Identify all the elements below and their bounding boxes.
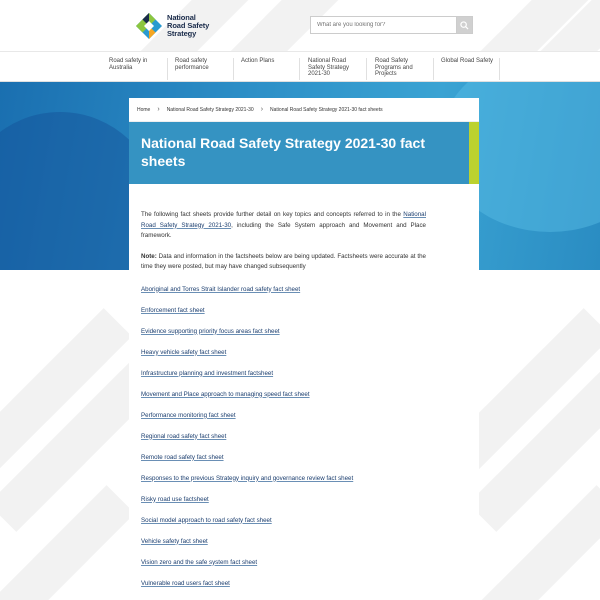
accent-bar [469,122,479,184]
list-item [141,432,426,453]
site-logo[interactable] [135,11,225,41]
nav-item-nrss-2021-30[interactable]: National Road Safety Strategy 2021-30 [304,58,367,80]
list-item [141,348,426,369]
site-header [0,0,600,50]
factsheet-link[interactable]: Enforcement fact sheet [141,306,205,314]
page-content [129,184,479,600]
main-content-card [129,98,479,600]
nav-item-action-plans[interactable]: Action Plans [237,58,300,80]
search-input[interactable] [310,16,457,34]
search-icon [460,21,469,30]
note-paragraph: Note: Data and information in the factsheets below are being updated. Factsheets were accurate at the time they were posted, but may have changed subsequently [141,252,426,270]
breadcrumb [129,98,479,122]
search-button[interactable] [456,16,473,34]
breadcrumb-current: National Road Safety Strategy 2021-30 fact sheets [270,106,383,113]
list-item [141,495,426,516]
factsheet-link[interactable]: Evidence supporting priority focus areas fact sheet [141,327,280,335]
list-item [141,369,426,390]
nrss-link[interactable]: National Road Safety Strategy 2021-30 [141,211,426,229]
list-item [141,411,426,432]
nav-item-road-safety-in-australia[interactable]: Road safety in Australia [105,58,168,80]
factsheet-link[interactable]: Social model approach to road safety fact sheet [141,516,272,524]
list-item [141,327,426,348]
chevron-right-icon: › [157,106,160,113]
list-item [141,474,426,495]
factsheet-link[interactable]: Movement and Place approach to managing speed fact sheet [141,390,310,398]
list-item [141,558,426,579]
list-item [141,390,426,411]
factsheet-link[interactable]: Regional road safety fact sheet [141,432,227,440]
list-item [141,285,426,306]
factsheet-link[interactable]: Aboriginal and Torres Strait Islander road safety fact sheet [141,285,301,293]
list-item [141,453,426,474]
title-band [129,122,479,184]
factsheet-link[interactable]: Infrastructure planning and investment factsheet [141,369,274,377]
nav-item-road-safety-performance[interactable]: Road safety performance [171,58,234,80]
factsheet-link[interactable]: Vulnerable road users fact sheet [141,579,230,587]
nav-item-programs-projects[interactable]: Road Safety Programs and Projects [371,58,434,80]
factsheet-list [141,285,426,600]
nav-item-global-road-safety[interactable]: Global Road Safety [437,58,500,80]
list-item [141,537,426,558]
main-nav [0,51,600,82]
list-item [141,306,426,327]
factsheet-link[interactable]: Vehicle safety fact sheet [141,537,208,545]
list-item [141,579,426,600]
factsheet-link[interactable]: Vision zero and the safe system fact sheet [141,558,258,566]
page-title: National Road Safety Strategy 2021-30 fact sheets [141,135,425,169]
factsheet-link[interactable]: Risky road use factsheet [141,495,209,503]
factsheet-link[interactable]: Responses to the previous Strategy inquiry and governance review fact sheet [141,474,354,482]
note-label: Note: [141,252,157,260]
breadcrumb-nrss[interactable]: National Road Safety Strategy 2021-30 [166,106,254,113]
breadcrumb-home[interactable]: Home [137,106,151,113]
factsheet-link[interactable]: Remote road safety fact sheet [141,453,224,461]
intro-paragraph: The following fact sheets provide further detail on key topics and concepts referred to in the National Road Safety Strategy 2021-30, including the Safe System approach and Movement and Place framework. [141,211,426,239]
list-item [141,516,426,537]
logo-text: National Road Safety Strategy [167,13,210,38]
logo-icon [135,12,163,40]
chevron-right-icon: › [260,106,264,113]
factsheet-link[interactable]: Heavy vehicle safety fact sheet [141,348,227,356]
factsheet-link[interactable]: Performance monitoring fact sheet [141,411,236,419]
